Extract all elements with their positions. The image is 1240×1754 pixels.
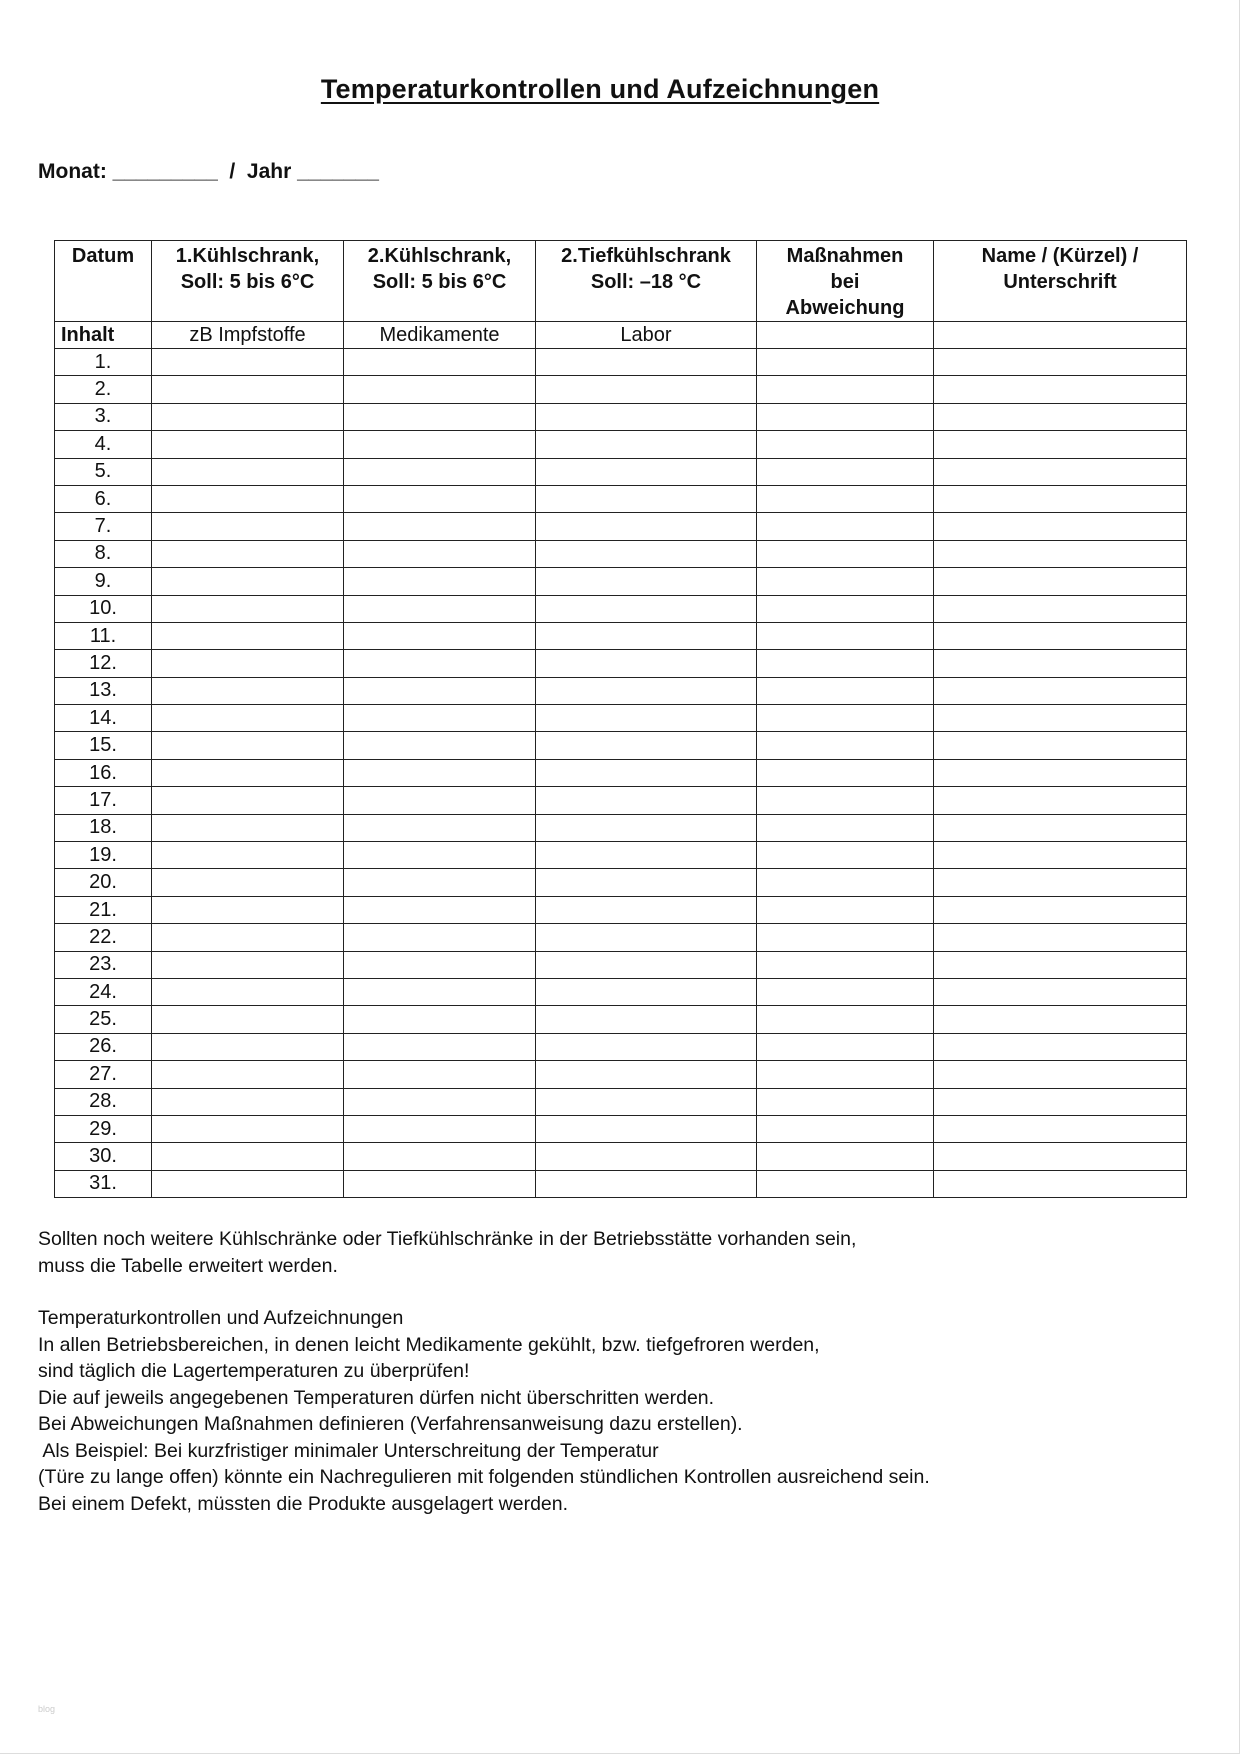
day-number: 23. [55,951,152,978]
entry-cell[interactable] [536,677,757,704]
inhalt-label: Inhalt [55,322,152,349]
note-line: sind täglich die Lagertemperaturen zu überprüfen! [38,1360,470,1382]
column-header-line: 2.Kühlschrank, [367,245,512,267]
column-header-line: Maßnahmen [786,245,904,267]
table-row [55,622,1187,649]
entry-cell[interactable] [152,759,344,786]
entry-cell[interactable] [152,1006,344,1033]
day-number: 14. [55,705,152,732]
entry-cell[interactable] [934,705,1187,732]
entry-cell[interactable] [344,842,536,869]
table-row [55,951,1187,978]
entry-cell[interactable] [757,787,934,814]
day-number: 4. [55,431,152,458]
entry-cell[interactable] [934,1033,1187,1060]
entry-cell[interactable] [934,431,1187,458]
entry-cell[interactable] [536,869,757,896]
table-row [55,978,1187,1005]
entry-cell[interactable] [934,1061,1187,1088]
entry-cell[interactable] [344,349,536,376]
day-number: 10. [55,595,152,622]
entry-cell[interactable] [934,595,1187,622]
table-row [55,349,1187,376]
entry-cell[interactable] [344,1143,536,1170]
entry-cell[interactable] [757,349,934,376]
entry-cell[interactable] [344,924,536,951]
day-number: 9. [55,568,152,595]
entry-cell[interactable] [344,759,536,786]
table-row [55,458,1187,485]
entry-cell[interactable] [536,1143,757,1170]
note-line: Bei Abweichungen Maßnahmen definieren (Verfahrensanweisung dazu erstellen). [38,1413,743,1435]
entry-cell[interactable] [757,705,934,732]
note-line: Sollten noch weitere Kühlschränke oder Tiefkühlschränke in der Betriebsstätte vorhanden sein, [38,1228,857,1250]
entry-cell[interactable] [934,732,1187,759]
inhalt-cell: Labor [536,322,757,349]
note-line: Als Beispiel: Bei kurzfristiger minimaler Unterschreitung der Temperatur [38,1439,659,1462]
entry-cell[interactable] [757,1170,934,1197]
entry-cell[interactable] [152,1061,344,1088]
day-number: 16. [55,759,152,786]
table-row [55,403,1187,430]
day-number: 1. [55,349,152,376]
day-number: 20. [55,869,152,896]
entry-cell[interactable] [152,513,344,540]
entry-cell[interactable] [934,376,1187,403]
entry-cell[interactable] [757,403,934,430]
entry-cell[interactable] [344,705,536,732]
entry-cell[interactable] [152,403,344,430]
entry-cell[interactable] [536,540,757,567]
table-row [55,595,1187,622]
entry-cell[interactable] [757,1115,934,1142]
entry-cell[interactable] [536,896,757,923]
day-number: 31. [55,1170,152,1197]
entry-cell[interactable] [344,951,536,978]
entry-cell[interactable] [536,403,757,430]
column-header [757,241,934,322]
entry-cell[interactable] [934,924,1187,951]
entry-cell[interactable] [934,349,1187,376]
inhalt-cell [934,322,1187,349]
table-row [55,1061,1187,1088]
entry-cell[interactable] [536,650,757,677]
note-line: (Türe zu lange offen) könnte ein Nachregulieren mit folgenden stündlichen Kontrollen ausreichend sein. [38,1466,930,1488]
table-row [55,1115,1187,1142]
table-row [55,513,1187,540]
table-row [55,869,1187,896]
entry-cell[interactable] [152,705,344,732]
entry-cell[interactable] [757,1006,934,1033]
entry-cell[interactable] [344,568,536,595]
entry-cell[interactable] [344,1061,536,1088]
entry-cell[interactable] [344,485,536,512]
watermark-text: blog [38,1704,56,1714]
table-row [55,842,1187,869]
entry-cell[interactable] [757,842,934,869]
entry-cell[interactable] [536,759,757,786]
note-line: Bei einem Defekt, müssten die Produkte ausgelagert werden. [38,1492,569,1515]
day-number: 26. [55,1033,152,1060]
note-paragraph-extension [38,1226,1188,1279]
entry-cell[interactable] [152,595,344,622]
entry-cell[interactable] [934,458,1187,485]
inhalt-cell: Medikamente [344,322,536,349]
table-row [55,568,1187,595]
entry-cell[interactable] [152,1143,344,1170]
table-row [55,1033,1187,1060]
entry-cell[interactable] [934,951,1187,978]
month-year-line: Monat: _________ / Jahr _______ [38,160,379,183]
entry-cell[interactable] [344,869,536,896]
table-row [55,431,1187,458]
entry-cell[interactable] [344,787,536,814]
note-line: muss die Tabelle erweitert werden. [38,1254,338,1277]
day-number: 2. [55,376,152,403]
entry-cell[interactable] [934,869,1187,896]
day-number: 5. [55,458,152,485]
entry-cell[interactable] [757,732,934,759]
entry-cell[interactable] [934,978,1187,1005]
table-row [55,376,1187,403]
day-number: 12. [55,650,152,677]
entry-cell[interactable] [152,1115,344,1142]
entry-cell[interactable] [344,1033,536,1060]
entry-cell[interactable] [344,1006,536,1033]
day-number: 28. [55,1088,152,1115]
entry-cell[interactable] [757,622,934,649]
entry-cell[interactable] [344,458,536,485]
entry-cell[interactable] [536,568,757,595]
day-number: 3. [55,403,152,430]
entry-cell[interactable] [536,485,757,512]
entry-cell[interactable] [152,376,344,403]
entry-cell[interactable] [536,814,757,841]
entry-cell[interactable] [152,951,344,978]
day-number: 25. [55,1006,152,1033]
entry-cell[interactable] [757,431,934,458]
entry-cell[interactable] [934,568,1187,595]
entry-cell[interactable] [757,1061,934,1088]
entry-cell[interactable] [934,1088,1187,1115]
day-number: 21. [55,896,152,923]
entry-cell[interactable] [934,1006,1187,1033]
note-line: Temperaturkontrollen und Aufzeichnungen [38,1307,404,1329]
entry-cell[interactable] [152,650,344,677]
table-row [55,485,1187,512]
table-row [55,924,1187,951]
day-number: 30. [55,1143,152,1170]
column-header [934,241,1187,322]
day-number: 27. [55,1061,152,1088]
day-number: 18. [55,814,152,841]
entry-cell[interactable] [934,787,1187,814]
entry-cell[interactable] [757,869,934,896]
day-number: 13. [55,677,152,704]
entry-cell[interactable] [757,540,934,567]
entry-cell[interactable] [757,568,934,595]
table-row [55,705,1187,732]
column-header-line: 2.Tiefkühlschrank [561,245,731,267]
inhalt-row [55,322,1187,349]
entry-cell[interactable] [757,458,934,485]
table-row [55,677,1187,704]
entry-cell[interactable] [934,513,1187,540]
entry-cell[interactable] [757,513,934,540]
column-header [344,241,536,322]
entry-cell[interactable] [536,349,757,376]
entry-cell[interactable] [934,759,1187,786]
entry-cell[interactable] [344,677,536,704]
day-number: 17. [55,787,152,814]
entry-cell[interactable] [536,924,757,951]
entry-cell[interactable] [934,650,1187,677]
entry-cell[interactable] [757,978,934,1005]
entry-cell[interactable] [934,622,1187,649]
entry-cell[interactable] [152,431,344,458]
entry-cell[interactable] [536,513,757,540]
day-number: 7. [55,513,152,540]
day-number: 24. [55,978,152,1005]
entry-cell[interactable] [757,896,934,923]
entry-cell[interactable] [152,869,344,896]
note-line: Die auf jeweils angegebenen Temperaturen dürfen nicht überschritten werden. [38,1386,715,1409]
entry-cell[interactable] [344,1170,536,1197]
entry-cell[interactable] [934,842,1187,869]
entry-cell[interactable] [536,842,757,869]
column-header-line: Unterschrift [1003,271,1117,293]
entry-cell[interactable] [152,842,344,869]
column-header-line: 1.Kühlschrank, [175,245,320,267]
table-row [55,732,1187,759]
entry-cell[interactable] [344,814,536,841]
column-header-line: Abweichung [785,297,905,319]
table-row [55,787,1187,814]
entry-cell[interactable] [344,978,536,1005]
day-number: 8. [55,540,152,567]
entry-cell[interactable] [152,622,344,649]
table-row [55,1143,1187,1170]
table-header-row [55,241,1187,322]
table-row [55,759,1187,786]
column-header-line: bei [830,271,860,293]
entry-cell[interactable] [536,458,757,485]
day-number: 15. [55,732,152,759]
entry-cell[interactable] [934,1143,1187,1170]
table-row [55,896,1187,923]
entry-cell[interactable] [152,485,344,512]
note-line: In allen Betriebsbereichen, in denen leicht Medikamente gekühlt, bzw. tiefgefroren werden, [38,1333,820,1356]
entry-cell[interactable] [757,485,934,512]
column-header-line: Soll: –18 °C [590,271,702,293]
entry-cell[interactable] [757,677,934,704]
entry-cell[interactable] [757,759,934,786]
note-paragraph-instructions [38,1305,1188,1517]
entry-cell[interactable] [536,431,757,458]
entry-cell[interactable] [344,595,536,622]
entry-cell[interactable] [757,951,934,978]
entry-cell[interactable] [757,376,934,403]
notes-section [38,1226,1188,1517]
document-title: Temperaturkontrollen und Aufzeichnungen [320,74,880,104]
column-header [152,241,344,322]
entry-cell[interactable] [152,978,344,1005]
entry-cell[interactable] [344,650,536,677]
entry-cell[interactable] [757,1033,934,1060]
day-number: 22. [55,924,152,951]
day-number: 29. [55,1115,152,1142]
entry-cell[interactable] [152,1033,344,1060]
column-header [55,241,152,322]
column-header [536,241,757,322]
entry-cell[interactable] [344,513,536,540]
entry-cell[interactable] [536,595,757,622]
entry-cell[interactable] [152,896,344,923]
entry-cell[interactable] [344,896,536,923]
entry-cell[interactable] [536,951,757,978]
entry-cell[interactable] [344,732,536,759]
entry-cell[interactable] [536,1061,757,1088]
day-number: 19. [55,842,152,869]
entry-cell[interactable] [344,1115,536,1142]
entry-cell[interactable] [152,814,344,841]
entry-cell[interactable] [152,924,344,951]
entry-cell[interactable] [934,540,1187,567]
entry-cell[interactable] [757,650,934,677]
column-header-line: Name / (Kürzel) / [981,245,1139,267]
column-header-line: Datum [71,245,135,267]
entry-cell[interactable] [757,814,934,841]
entry-cell[interactable] [536,1006,757,1033]
column-header-line: Soll: 5 bis 6°C [180,271,315,293]
entry-cell[interactable] [757,1088,934,1115]
entry-cell[interactable] [934,814,1187,841]
entry-cell[interactable] [344,1088,536,1115]
entry-cell[interactable] [152,540,344,567]
table-row [55,814,1187,841]
entry-cell[interactable] [152,787,344,814]
table-row [55,650,1187,677]
entry-cell[interactable] [934,485,1187,512]
entry-cell[interactable] [934,677,1187,704]
entry-cell[interactable] [536,1170,757,1197]
entry-cell[interactable] [757,924,934,951]
inhalt-cell: zB Impfstoffe [152,322,344,349]
entry-cell[interactable] [152,458,344,485]
entry-cell[interactable] [152,568,344,595]
entry-cell[interactable] [934,403,1187,430]
entry-cell[interactable] [536,705,757,732]
entry-cell[interactable] [536,622,757,649]
entry-cell[interactable] [152,349,344,376]
entry-cell[interactable] [152,677,344,704]
entry-cell[interactable] [934,1115,1187,1142]
entry-cell[interactable] [152,1170,344,1197]
entry-cell[interactable] [344,540,536,567]
entry-cell[interactable] [536,376,757,403]
table-row [55,1170,1187,1197]
entry-cell[interactable] [536,732,757,759]
temperature-log-table [54,240,1187,1198]
column-header-line: Soll: 5 bis 6°C [372,271,507,293]
entry-cell[interactable] [344,622,536,649]
entry-cell[interactable] [344,403,536,430]
inhalt-cell [757,322,934,349]
entry-cell[interactable] [344,376,536,403]
table-row [55,1088,1187,1115]
entry-cell[interactable] [536,1115,757,1142]
entry-cell[interactable] [536,1033,757,1060]
entry-cell[interactable] [757,595,934,622]
entry-cell[interactable] [536,787,757,814]
entry-cell[interactable] [934,896,1187,923]
entry-cell[interactable] [536,1088,757,1115]
table-row [55,1006,1187,1033]
entry-cell[interactable] [757,1143,934,1170]
entry-cell[interactable] [152,732,344,759]
entry-cell[interactable] [536,978,757,1005]
table-row [55,540,1187,567]
day-number: 11. [55,622,152,649]
entry-cell[interactable] [934,1170,1187,1197]
day-number: 6. [55,485,152,512]
entry-cell[interactable] [152,1088,344,1115]
entry-cell[interactable] [344,431,536,458]
